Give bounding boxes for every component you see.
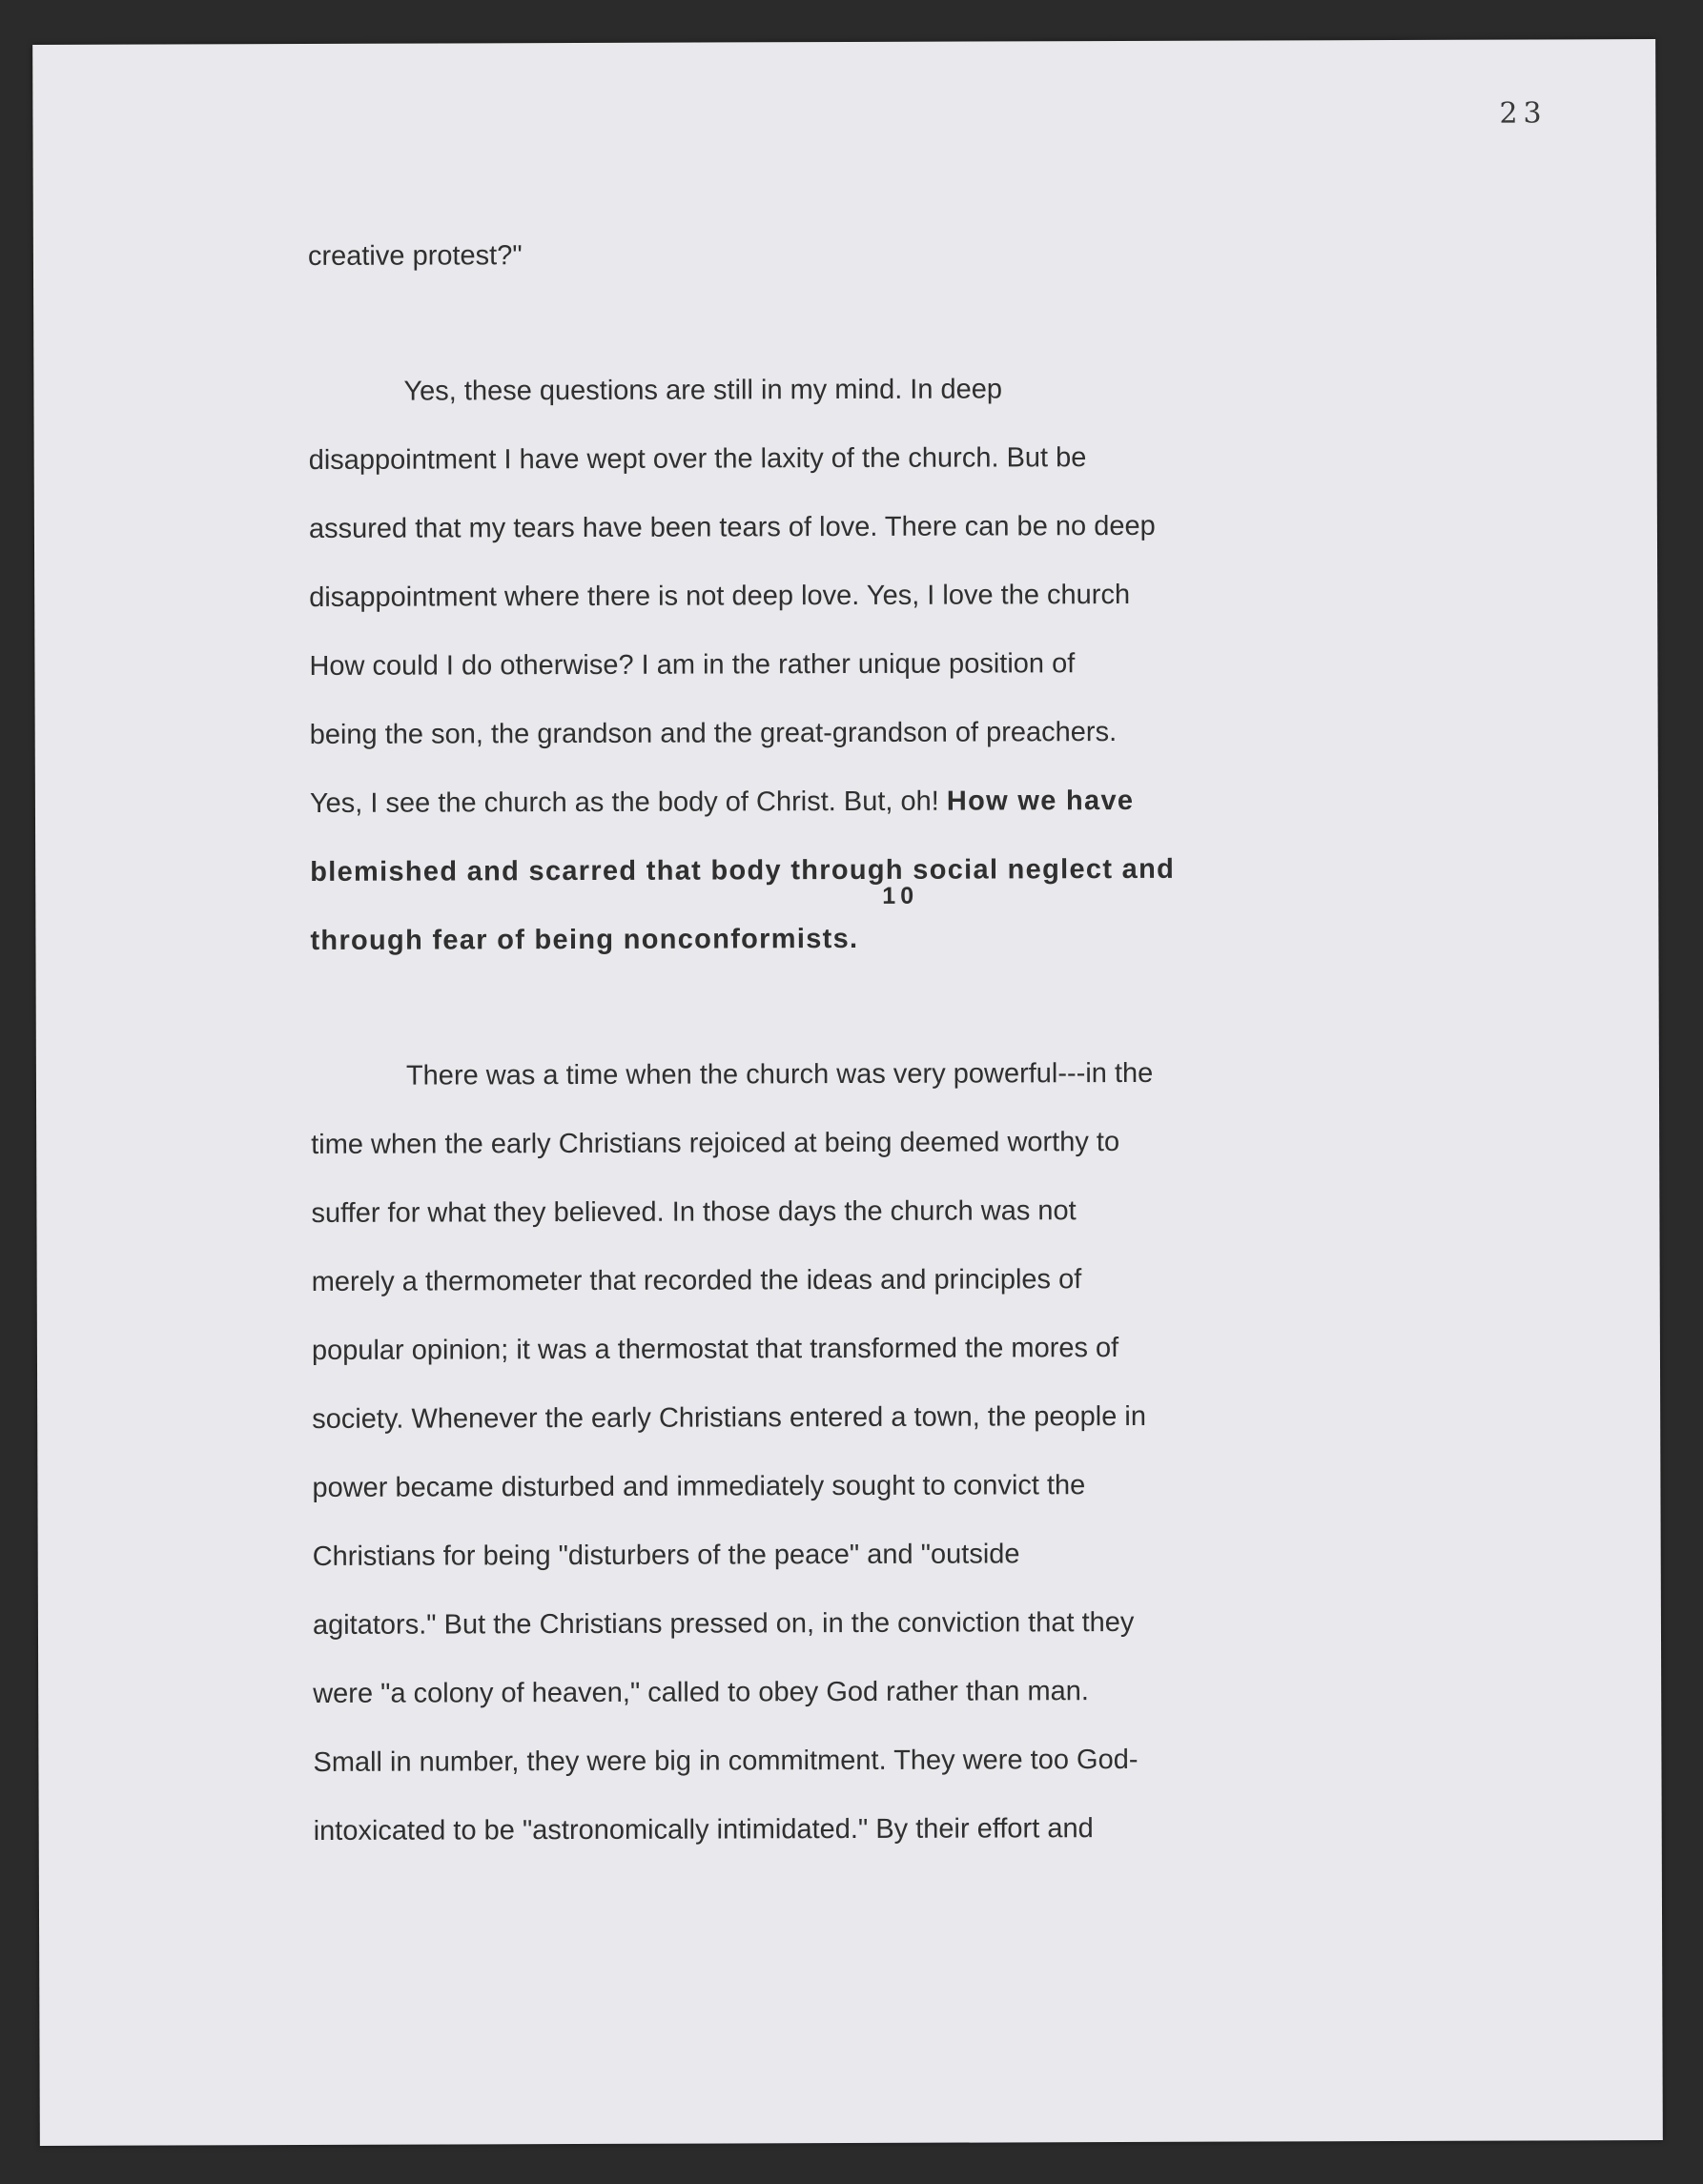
text-line: creative protest?": [307, 240, 523, 272]
text-line: Christians for being "disturbers of the peace" and "outside: [312, 1539, 1020, 1572]
text-line: How could I do otherwise? I am in the rather unique position of: [309, 648, 1076, 682]
document-page: [32, 39, 1663, 2146]
text-line: intoxicated to be "astronomically intimidated." By their effort and: [313, 1813, 1094, 1847]
paragraph-start: Yes, these questions are still in my mind. In deep: [403, 374, 1003, 407]
text-line: power became disturbed and immediately sought to convict the: [312, 1470, 1086, 1503]
text-line: agitators." But the Christians pressed on, in the conviction that they: [312, 1606, 1135, 1641]
text-segment: Yes, I see the church as the body of Christ. But, oh!: [309, 786, 939, 819]
text-line: society. Whenever the early Christians entered a town, the people in: [312, 1400, 1147, 1435]
text-line: disappointment where there is not deep love. Yes, I love the church: [309, 579, 1131, 613]
text-line: popular opinion; it was a thermostat that transformed the mores of: [311, 1333, 1119, 1366]
text-line: being the son, the grandson and the great-grandson of preachers.: [309, 717, 1118, 750]
emphasized-line: blemished and scarred that body through social neglect and: [310, 853, 1176, 888]
text-line: Small in number, they were big in commitment. They were too God-: [313, 1744, 1139, 1778]
footnote-marker: 10: [882, 882, 919, 909]
text-line: disappointment I have wept over the laxity of the church. But be: [308, 442, 1087, 476]
paragraph-start: There was a time when the church was very powerful---in the: [405, 1057, 1154, 1092]
emphasized-line: through fear of being nonconformists.: [310, 923, 859, 956]
emphasized-text: How we have: [946, 785, 1135, 817]
text-line: merely a thermometer that recorded the ideas and principles of: [311, 1264, 1082, 1297]
text-line: were "a colony of heaven," called to obey God rather than man.: [313, 1676, 1089, 1709]
page-number: 23: [1499, 96, 1548, 131]
text-line: assured that my tears have been tears of love. There can be no deep: [308, 510, 1156, 544]
text-line: suffer for what they believed. In those days the church was not: [311, 1195, 1077, 1229]
text-line: [310, 785, 1134, 820]
text-line: time when the early Christians rejoiced at being deemed worthy to: [311, 1127, 1120, 1160]
